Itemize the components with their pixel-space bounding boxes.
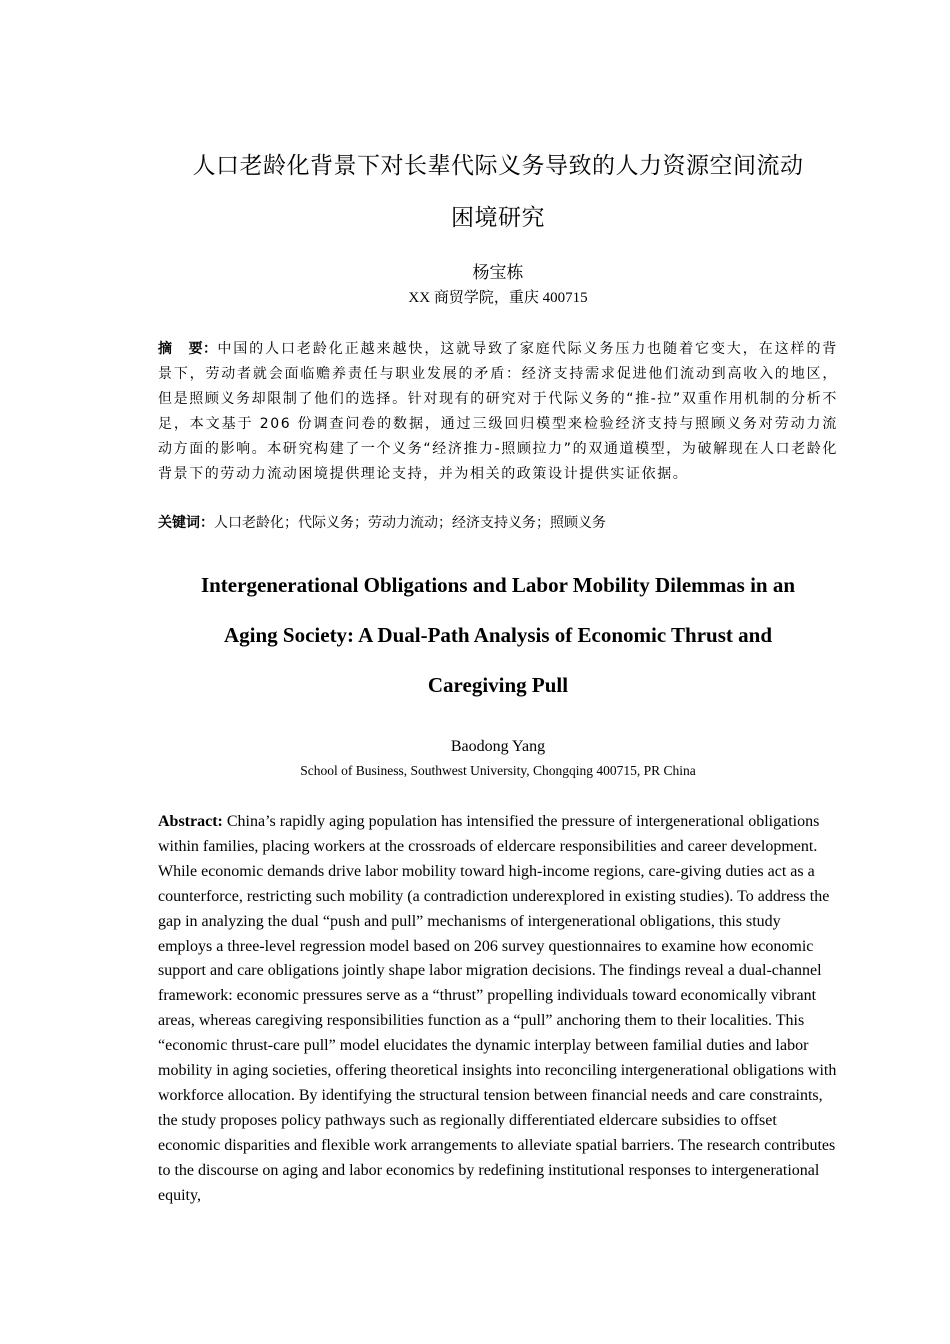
english-title-line-3: Caregiving Pull — [427, 673, 569, 697]
english-abstract-text: China’s rapidly aging population has intensified the pressure of intergenerational obligations within families, placing workers at the crossroads of eldercare responsibilities and career development. While economic demands drive labor mobility toward high-income regions, care-giving duties act as a counterforce, restricting such mobility (a contradiction underexplored in existing studies). To address the gap in analyzing the dual “push and pull” mechanisms of intergenerational obligations, this study employs a three-level regression model based on 206 survey questionnaires to examine how economic support and care obligations jointly shape labor migration decisions. The findings reveal a dual-channel framework: economic pressures serve as a “thrust” propelling individuals toward economically vibrant areas, whereas caregiving responsibilities function as a “pull” anchoring them to their localities. This “economic thrust-care pull” model elucidates the dynamic interplay between familial duties and labor mobility in aging societies, offering theoretical insights into reconciling intergenerational obligations with workforce allocation. By identifying the structural tension between financial needs and care constraints, the study proposes policy pathways such as regionally differentiated eldercare subsidies to offset economic disparities and flexible work arrangements to alleviate spatial barriers. The research contributes to the discourse on aging and labor economics by redefining institutional responses to intergenerational equity, — [158, 813, 837, 1204]
english-title — [158, 560, 838, 710]
chinese-abstract-label — [158, 341, 217, 357]
english-abstract-label: Abstract: — [158, 813, 223, 830]
chinese-title-line-2: 困境研究 — [451, 205, 545, 231]
chinese-affiliation: XX 商贸学院，重庆 400715 — [408, 290, 588, 306]
chinese-keywords-label: 关键词： — [158, 515, 214, 531]
chinese-abstract — [158, 337, 838, 487]
english-affiliation: School of Business, Southwest University, Chongqing 400715, PR China — [300, 763, 696, 778]
chinese-title-line-1: 人口老龄化背景下对长辈代际义务导致的人力资源空间流动 — [192, 153, 804, 179]
chinese-abstract-label-b: 要： — [188, 341, 218, 357]
chinese-abstract-label-a: 摘 — [158, 341, 173, 357]
english-title-line-1: Intergenerational Obligations and Labor Mobility Dilemmas in an — [200, 573, 796, 597]
english-title-line-2: Aging Society: A Dual-Path Analysis of Economic Thrust and — [223, 623, 773, 647]
chinese-author: 杨宝栋 — [472, 263, 524, 283]
chinese-keywords — [158, 511, 838, 536]
english-abstract — [158, 810, 838, 1209]
chinese-abstract-text: 中国的人口老龄化正越来越快，这就导致了家庭代际义务压力也随着它变大，在这样的背景下，劳动者就会面临赡养责任与职业发展的矛盾：经济支持需求促进他们流动到高收入的地区，但是照顾义务却限制了他们的选择。针对现有的研究对于代际义务的“推-拉”双重作用机制的分析不足，本文基于 206 份调查问卷的数据，通过三级回归模型来检验经济支持与照顾义务对劳动力流动方面的影响。本研究构建了一个义务“经济推力-照顾拉力”的双通道模型，为破解现在人口老龄化背景下的劳动力流动困境提供理论支持，并为相关的政策设计提供实证依据。 — [158, 341, 839, 482]
chinese-keywords-text: 人口老龄化；代际义务；劳动力流动；经济支持义务；照顾义务 — [214, 515, 606, 531]
chinese-title — [158, 140, 838, 244]
english-author: Baodong Yang — [450, 738, 546, 755]
